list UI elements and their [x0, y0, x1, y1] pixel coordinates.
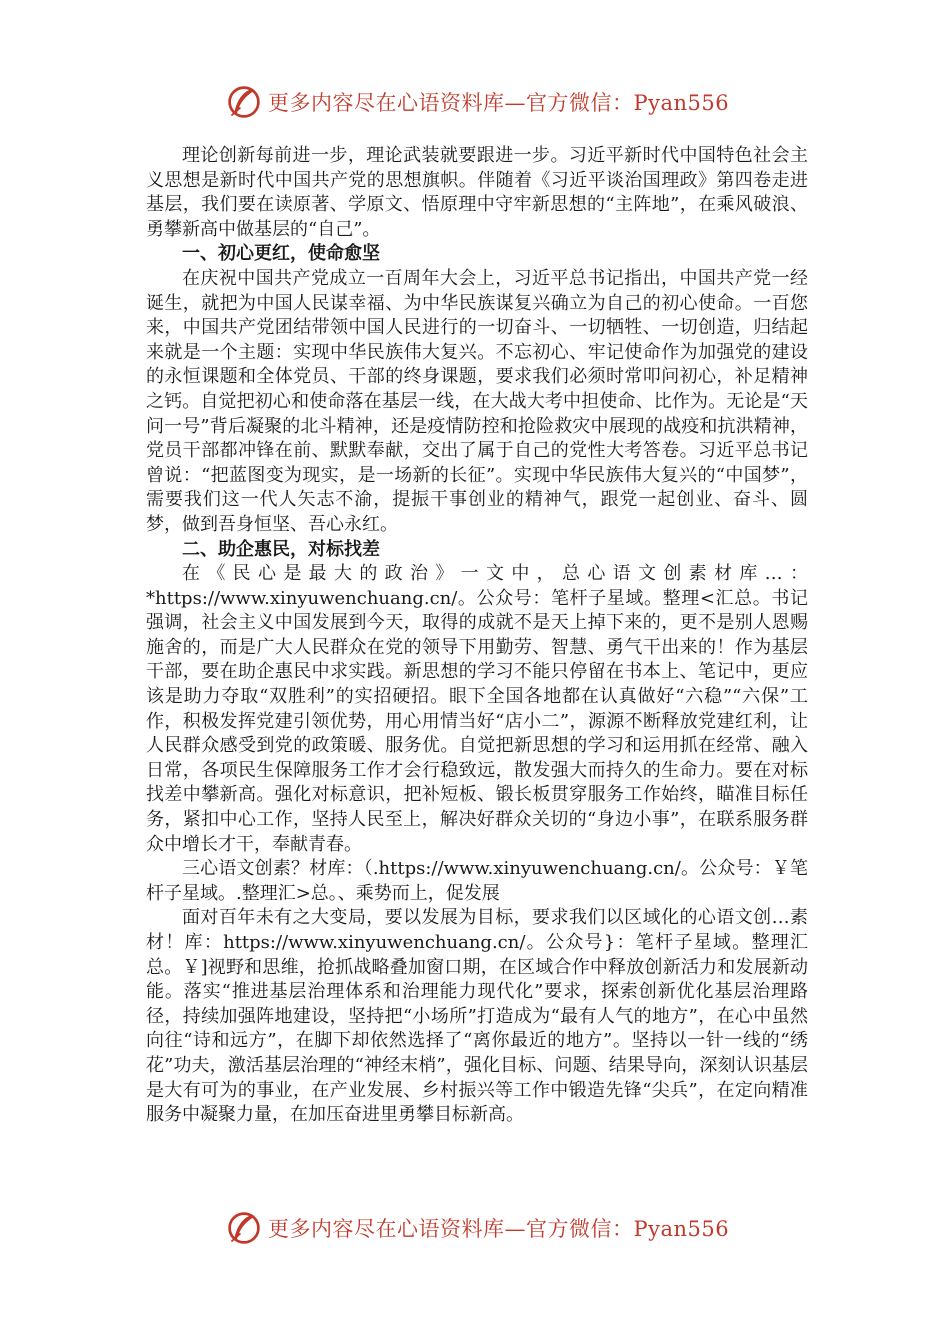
section-heading: 一、初心更红，使命愈坚: [182, 243, 380, 265]
banner-text: 更多内容尽在心语资料库—官方微信：Pyan556: [268, 1217, 730, 1241]
section-paragraph: 在庆祝中国共产党成立一百周年大会上，习近平总书记指出，中国共产党一经诞生，就把为中国人民谋幸福、为中华民族谋复兴确立为自己的初心使命。一百您来，中国共产党团结带领中国人民进行的一切奋斗、一切牺牲、一切创造，归结起来就是一个主题：实现中华民族伟大复兴。不忘初心、牢记使命作为加强党的建设的永恒课题和全体党员、干部的终身课题，要求我们必须时常叩问初心，补足精神之钙。自觉把初心和使命落在基层一线，在大战大考中担使命、比作为。无论是“天问一号”背后凝聚的北斗精神，还是疫情防控和抢险救灾中展现的战疫和抗洪精神，党员干部都冲锋在前、默默奉献，交出了属于自己的党性大考答卷。习近平总书记曾说：“把蓝图变为现实，是一场新的长征”。实现中华民族伟大复兴的“中国梦”，需要我们这一代人矢志不渝，提振干事创业的精神气，跟党一起创业、奋斗、圆梦，做到吾身恒坚、吾心永红。: [146, 267, 808, 535]
footer-banner: [226, 1208, 729, 1248]
intro-paragraph: 理论创新每前进一步，理论武装就要跟进一步。习近平新时代中国特色社会主义思想是新时代中国共产党的思想旗帜。伴随着《习近平谈治国理政》第四卷走进基层，我们要在读原著、学原文、悟原理中守牢新思想的“主阵地”，在乘风破浪、勇攀新高中做基层的“自己”。: [146, 145, 808, 240]
header-banner: [226, 82, 729, 122]
feather-quill-logo-icon: [226, 84, 262, 120]
section-paragraph: 面对百年未有之大变局，要以发展为目标，要求我们以区域化的心语文创…素材！库：https://www.xinyuwenchuang.cn/。公众号}：笔杆子星域。整理汇总。￥]视野和思维，抢抓战略叠加窗口期，在区域合作中释放创新活力和发展新动能。落实“推进基层治理体系和治理能力现代化”要求，探索创新优化基层治理路径，持续加强阵地建设，坚持把“小场所”打造成为“最有人气的地方”，在心中虽然向往“诗和远方”，在脚下却依然选择了“离你最近的地方”。坚持以一针一线的“绣花”功夫，激活基层治理的“神经末梢”，强化目标、问题、结果导向，深刻认识基层是大有可为的事业，在产业发展、乡村振兴等工作中锻造先锋“尖兵”，在定向精准服务中凝聚力量，在加压奋进里勇攀目标新高。: [146, 907, 808, 1126]
feather-quill-logo-icon: [226, 1210, 262, 1246]
section-heading: 二、助企惠民，对标找差: [182, 538, 380, 560]
document-body: [146, 144, 808, 1128]
section-paragraph: 在《民心是最大的政治》一文中，总心语文创素材库…：*https://www.xinyuwenchuang.cn/。公众号：笔杆子星域。整理<汇总。书记强调，社会主义中国发展到今天，取得的成就不是天上掉下来的，更不是别人恩赐施舍的，而是广大人民群众在党的领导下用勤劳、智慧、勇气干出来的！作为基层干部，要在助企惠民中求实践。新思想的学习不能只停留在书本上、笔记中，更应该是助力夺取“双胜利”的实招硬招。眼下全国各地都在认真做好“六稳”“六保”工作，积极发挥党建引领优势，用心用情当好“店小二”，源源不断释放党建红利，让人民群众感受到党的政策暖、服务优。自觉把新思想的学习和运用抓在经常、融入日常，各项民生保障服务工作才会行稳致远，散发强大而持久的生命力。要在对标找差中攀新高。强化对标意识，把补短板、锻长板贯穿服务工作始终，瞄准目标任务，紧扣中心工作，坚持人民至上，解决好群众关切的“身边小事”，在联系服务群众中增长才干，奉献青春。: [146, 563, 808, 855]
banner-text: 更多内容尽在心语资料库—官方微信：Pyan556: [268, 91, 730, 115]
section-heading-inline: 三心语文创素？材库：（.https://www.xinyuwenchuang.cn/。公众号：￥笔杆子星域。.整理汇>总。、乘势而上，促发展: [146, 858, 808, 904]
